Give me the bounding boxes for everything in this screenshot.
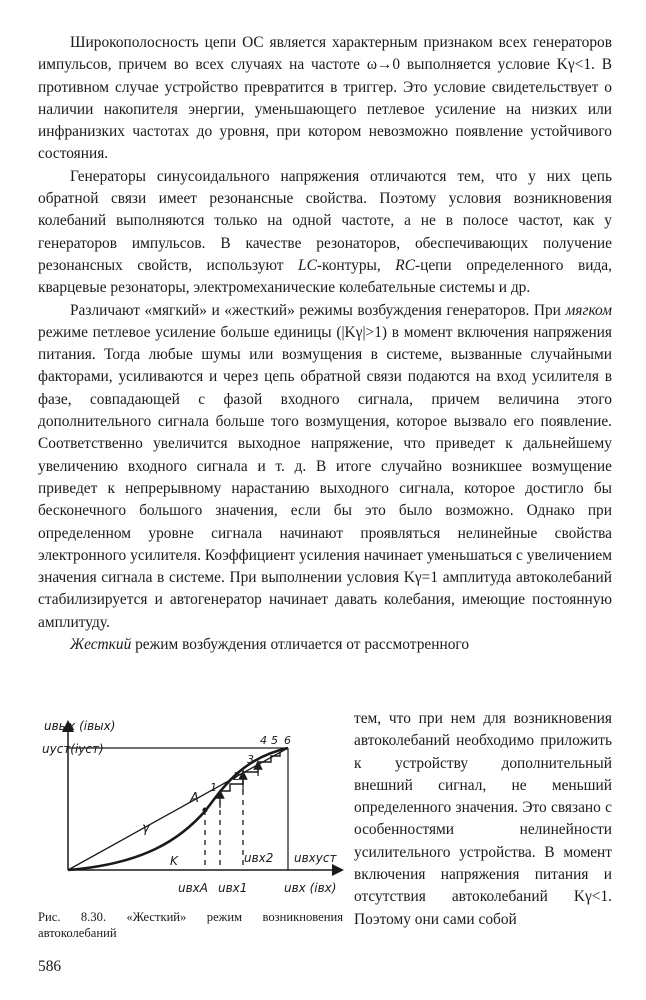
point-a [203, 808, 208, 813]
label-pt1: 1 [210, 781, 217, 794]
label-k: K [170, 854, 178, 868]
x-tick-a: uвхA [178, 881, 208, 895]
label-pt6: 6 [284, 734, 291, 747]
label-pt3: 3 [247, 753, 254, 766]
y-axis-label: uвых (iвых) [44, 719, 116, 733]
y-ust-label: uуст(iуст) [42, 742, 104, 756]
paragraph-sinusoidal: Генераторы синусоидального напряжения отличаются тем, что у них цепь обратной связи имеет резонансные свойства. Поэтому условия возникновения колебаний выполняются только на одной частоте, а не в полосе частот, как у генераторов импульсов. В качестве резонаторов, обеспечивающих получение резонансных свойств, используют LC-контуры, RC-цепи определенного вида, кварцевые резонаторы, электромеханические колебательные системы и др. [38, 167, 612, 297]
label-pt4: 4 [260, 734, 267, 747]
paragraph-soft-mode: Различают «мягкий» и «жесткий» режимы возбуждения генераторов. При мягком режиме петлевое усиление больше единицы (|Kγ|>1) в момент включения напряжения питания. Тогда любые шумы или возмущения в системе, вызванные случайными факторами, усиливаются и через цепь обратной связи подаются на вход усилителя в фазе, совпадающей с фазой входного сигнала, причем величина этого дополнительного сигнала больше того возмущения, которое вызвало его появление. Соответственно увеличится выходное напряжение, что приведет к дальнейшему увеличению входного сигнала и т. д. В итоге случайно возникшее возмущение приведет к непрерывному нарастанию выходного сигнала, которое достигло бы бесконечного большого значения, если бы это было возможно. Однако при определенном уровне сигнала начинают проявляться нелинейные свойства электронного усилителя. Коэффициент усиления начинает уменьшаться с увеличением значения сигнала в системе. При выполнении условия Kγ=1 амплитуда автоколебаний стабилизируется и автогенератор начинает давать колебания, имеющие постоянную амплитуду. [38, 301, 612, 631]
x-axis-label: uвх (iвх) [284, 881, 337, 895]
figure-diagram [38, 712, 348, 912]
paragraph-hard-mode-start: Жесткий режим возбуждения отличается от рассмотренного [70, 636, 470, 654]
paragraph-broadband: Широкополосность цепи ОС является характерным признаком всех генераторов импульсов, причем во всех случаях на частоте ω→0 выполняется условие Kγ<1. В противном случае устройство превратится в триггер. Это условие свидетельствует о наличии накопителя энергии, уменьшающего петлевое усиление на низких или инфранизких частотах до уровня, при котором невозможно появление устойчивого состояния. [38, 34, 612, 163]
page-number: 586 [38, 958, 62, 975]
wrapped-text-column: тем, что при нем для возникновения автоколебаний необходимо приложить к устройству дополнительный внешний сигнал, не меньший определенного значения. Это связано с особенностями нелинейности усилительного устройства. В момент включения напряжения питания и отсутствия автоколебаний Kγ<1. Поэтому они сами собой [354, 710, 612, 928]
label-gamma: γ [142, 821, 150, 836]
x-tick-ust: uвхуст [294, 851, 337, 865]
label-point-a: A [190, 791, 199, 806]
x-tick-1: uвх1 [218, 881, 248, 895]
x-tick-2: uвх2 [244, 851, 274, 865]
figure-caption: Рис. 8.30. «Жесткий» режим возникновения автоколебаний [38, 910, 343, 940]
label-pt2: 2 [233, 770, 240, 783]
figure-hard-excitation [38, 712, 348, 912]
label-pt5: 5 [271, 734, 278, 747]
main-text [38, 32, 612, 656]
